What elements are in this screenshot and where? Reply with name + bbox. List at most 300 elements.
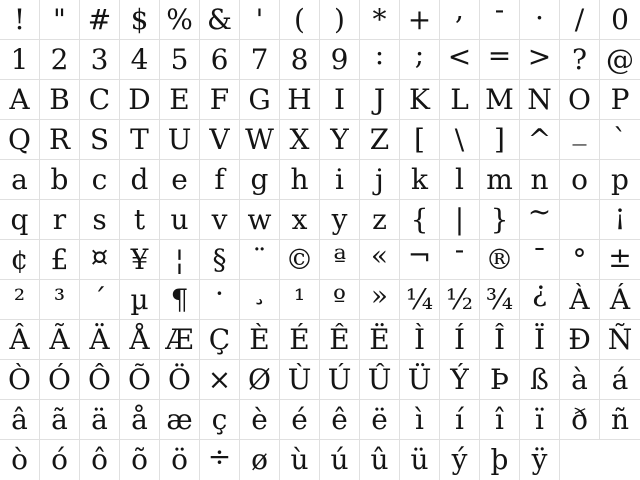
- glyph-cell[interactable]: [240, 80, 280, 120]
- glyph: .: [535, 0, 544, 26]
- glyph: A: [9, 82, 30, 116]
- glyph-cell[interactable]: [440, 280, 480, 320]
- glyph: ¬: [407, 238, 432, 272]
- glyph: ®: [485, 242, 514, 276]
- glyph-cell[interactable]: [520, 440, 560, 480]
- glyph: ô: [91, 443, 108, 476]
- glyph: Ö: [168, 362, 191, 396]
- glyph-cell[interactable]: [120, 120, 160, 160]
- glyph: £: [50, 242, 69, 276]
- glyph-cell[interactable]: [280, 40, 320, 80]
- glyph-cell[interactable]: [360, 320, 400, 360]
- glyph-cell[interactable]: [520, 40, 560, 80]
- glyph-cell[interactable]: [200, 240, 240, 280]
- glyph: Ý: [450, 362, 469, 396]
- glyph-cell[interactable]: [360, 120, 400, 160]
- absent-cell: [560, 440, 600, 480]
- glyph-cell[interactable]: [80, 80, 120, 120]
- glyph-cell[interactable]: [160, 160, 200, 200]
- glyph-cell[interactable]: [560, 40, 600, 80]
- glyph: =: [487, 38, 512, 72]
- glyph-cell[interactable]: [120, 360, 160, 400]
- glyph-cell[interactable]: [480, 280, 520, 320]
- glyph-cell[interactable]: [120, 80, 160, 120]
- glyph: ü: [410, 443, 429, 476]
- glyph-cell[interactable]: [400, 320, 440, 360]
- absent-cell: [600, 440, 640, 480]
- glyph-cell[interactable]: [600, 40, 640, 80]
- glyph-cell[interactable]: [440, 40, 480, 80]
- glyph-cell[interactable]: [560, 280, 600, 320]
- glyph-cell[interactable]: [160, 80, 200, 120]
- glyph-cell[interactable]: [320, 240, 360, 280]
- glyph-cell[interactable]: [240, 160, 280, 200]
- glyph: V: [209, 122, 230, 156]
- glyph: ò: [11, 443, 28, 476]
- glyph: ñ: [610, 402, 630, 436]
- glyph: Ø: [248, 362, 271, 396]
- glyph: r: [52, 202, 67, 236]
- glyph: ´: [92, 282, 107, 316]
- glyph: B: [49, 82, 70, 116]
- glyph-cell[interactable]: [80, 240, 120, 280]
- glyph: :: [374, 37, 385, 71]
- glyph: 6: [210, 42, 229, 76]
- glyph-cell[interactable]: [200, 440, 240, 480]
- glyph-cell[interactable]: [280, 200, 320, 240]
- glyph-cell[interactable]: [240, 400, 280, 440]
- glyph-cell[interactable]: [560, 240, 600, 280]
- glyph-cell[interactable]: [0, 280, 40, 320]
- glyph-cell[interactable]: [80, 440, 120, 480]
- glyph-cell[interactable]: [560, 160, 600, 200]
- glyph-cell[interactable]: [160, 120, 200, 160]
- glyph: R: [48, 122, 71, 156]
- glyph-cell[interactable]: [400, 0, 440, 40]
- glyph-cell[interactable]: [280, 80, 320, 120]
- glyph-cell[interactable]: [400, 120, 440, 160]
- glyph-cell[interactable]: [320, 200, 360, 240]
- glyph-cell[interactable]: [480, 200, 520, 240]
- glyph: ê: [331, 402, 348, 436]
- glyph-cell[interactable]: [240, 0, 280, 40]
- glyph-cell[interactable]: [80, 360, 120, 400]
- glyph-cell[interactable]: [200, 80, 240, 120]
- glyph-cell[interactable]: [40, 320, 80, 360]
- glyph-cell[interactable]: [160, 200, 200, 240]
- glyph: x: [291, 202, 308, 236]
- glyph-cell[interactable]: [0, 320, 40, 360]
- glyph-cell[interactable]: [120, 440, 160, 480]
- glyph: v: [211, 202, 228, 236]
- glyph-cell[interactable]: [280, 320, 320, 360]
- glyph-cell[interactable]: [400, 400, 440, 440]
- glyph-cell[interactable]: [240, 120, 280, 160]
- glyph-cell[interactable]: [0, 40, 40, 80]
- glyph-cell[interactable]: [80, 120, 120, 160]
- glyph: Í: [453, 322, 466, 356]
- glyph-cell[interactable]: [40, 440, 80, 480]
- glyph-cell[interactable]: [0, 440, 40, 480]
- glyph-cell[interactable]: [240, 320, 280, 360]
- glyph: l: [455, 162, 464, 196]
- glyph: P: [610, 82, 630, 116]
- glyph-cell[interactable]: [560, 320, 600, 360]
- glyph-cell[interactable]: [440, 160, 480, 200]
- glyph-cell[interactable]: [560, 360, 600, 400]
- glyph-cell[interactable]: [280, 160, 320, 200]
- glyph-cell[interactable]: [400, 37, 440, 80]
- glyph: Ó: [48, 362, 71, 396]
- glyph: &: [207, 2, 232, 36]
- glyph-cell[interactable]: [40, 240, 80, 280]
- glyph: í: [455, 402, 464, 436]
- glyph-cell[interactable]: [120, 40, 160, 80]
- glyph: ?: [571, 42, 587, 76]
- glyph-cell[interactable]: [440, 400, 480, 440]
- glyph: \: [454, 122, 465, 156]
- glyph: m: [486, 162, 513, 196]
- glyph-cell[interactable]: [240, 440, 280, 480]
- charmap-row: [0, 440, 640, 480]
- glyph-cell[interactable]: [400, 160, 440, 200]
- glyph-cell[interactable]: [80, 40, 120, 80]
- glyph: z: [372, 202, 387, 236]
- glyph-cell[interactable]: [360, 160, 400, 200]
- glyph-cell[interactable]: [40, 280, 80, 320]
- glyph-cell[interactable]: [440, 0, 480, 40]
- glyph: Þ: [490, 362, 509, 396]
- glyph-cell[interactable]: [320, 440, 360, 480]
- glyph-cell[interactable]: [600, 360, 640, 400]
- glyph-cell[interactable]: [240, 272, 280, 320]
- glyph: ©: [285, 242, 314, 276]
- glyph-cell[interactable]: [0, 240, 40, 280]
- glyph-cell[interactable]: [520, 274, 560, 320]
- glyph-cell[interactable]: [480, 440, 520, 480]
- glyph-cell[interactable]: [0, 120, 40, 160]
- glyph: ß: [530, 362, 549, 396]
- glyph-cell[interactable]: [600, 320, 640, 360]
- glyph: ¦: [174, 242, 185, 276]
- glyph: ): [334, 2, 345, 36]
- glyph: i: [335, 162, 344, 196]
- empty-glyph-cell: [560, 200, 600, 240]
- glyph: é: [291, 402, 308, 436]
- glyph-cell[interactable]: [480, 0, 520, 40]
- glyph-cell[interactable]: [280, 400, 320, 440]
- glyph: ': [255, 2, 264, 36]
- glyph-cell[interactable]: [600, 80, 640, 120]
- glyph: y: [331, 202, 348, 236]
- glyph-cell[interactable]: [320, 40, 360, 80]
- glyph: Î: [493, 322, 506, 356]
- glyph-cell[interactable]: [360, 360, 400, 400]
- glyph-cell[interactable]: [200, 0, 240, 40]
- glyph-cell[interactable]: [440, 232, 480, 280]
- glyph: C: [88, 82, 111, 116]
- glyph: þ: [490, 443, 509, 476]
- glyph-cell[interactable]: [120, 160, 160, 200]
- glyph: 8: [290, 42, 309, 76]
- glyph-cell[interactable]: [120, 240, 160, 280]
- glyph-cell[interactable]: [480, 40, 520, 80]
- glyph: q: [10, 202, 29, 236]
- glyph: f: [214, 162, 225, 196]
- glyph-cell[interactable]: [40, 200, 80, 240]
- glyph-cell[interactable]: [0, 400, 40, 440]
- glyph: ±: [608, 240, 632, 274]
- glyph: «: [370, 238, 389, 272]
- glyph-cell[interactable]: [40, 80, 80, 120]
- glyph-cell[interactable]: [600, 400, 640, 440]
- glyph: u: [170, 202, 189, 236]
- glyph-cell[interactable]: [120, 400, 160, 440]
- glyph-cell[interactable]: [360, 80, 400, 120]
- glyph-cell[interactable]: [80, 0, 120, 40]
- glyph-cell[interactable]: [520, 194, 560, 240]
- glyph: ×: [207, 362, 232, 396]
- glyph: ¤: [90, 239, 109, 273]
- glyph: î: [495, 402, 504, 436]
- glyph-cell[interactable]: [320, 0, 360, 40]
- glyph-cell[interactable]: [520, 400, 560, 440]
- glyph-cell[interactable]: [440, 120, 480, 160]
- glyph: +: [407, 2, 432, 36]
- glyph-cell[interactable]: [320, 160, 360, 200]
- glyph: g: [250, 162, 269, 196]
- glyph: Ù: [287, 362, 312, 396]
- glyph: ¹: [293, 282, 306, 316]
- glyph-cell[interactable]: [320, 280, 360, 320]
- glyph: õ: [131, 443, 148, 476]
- glyph: û: [370, 443, 389, 476]
- glyph-cell[interactable]: [40, 40, 80, 80]
- glyph-cell[interactable]: [80, 280, 120, 320]
- glyph-cell[interactable]: [360, 440, 400, 480]
- glyph-cell[interactable]: [120, 200, 160, 240]
- glyph-cell[interactable]: [360, 240, 400, 280]
- glyph: À: [569, 282, 590, 316]
- glyph-cell[interactable]: [440, 440, 480, 480]
- glyph-cell[interactable]: [480, 160, 520, 200]
- glyph: U: [167, 122, 192, 156]
- glyph-cell[interactable]: [200, 320, 240, 360]
- glyph-cell[interactable]: [320, 80, 360, 120]
- glyph-cell[interactable]: [200, 200, 240, 240]
- charmap-row: [0, 320, 640, 360]
- glyph: $: [130, 2, 149, 36]
- glyph-cell[interactable]: [160, 360, 200, 400]
- glyph-cell[interactable]: [400, 280, 440, 320]
- glyph: c: [91, 162, 108, 196]
- glyph: ã: [51, 402, 68, 436]
- glyph: M: [485, 82, 514, 116]
- glyph: @: [606, 42, 634, 76]
- glyph: Ç: [208, 322, 231, 356]
- glyph-cell[interactable]: [200, 160, 240, 200]
- glyph-cell[interactable]: [40, 120, 80, 160]
- glyph-cell[interactable]: [520, 360, 560, 400]
- glyph-cell[interactable]: [440, 320, 480, 360]
- glyph: 9: [330, 42, 349, 76]
- glyph-cell[interactable]: [560, 0, 600, 40]
- glyph-cell[interactable]: [520, 80, 560, 120]
- charmap-row: [0, 80, 640, 120]
- glyph: e: [171, 162, 188, 196]
- glyph: à: [571, 362, 588, 396]
- glyph-cell[interactable]: [80, 200, 120, 240]
- glyph-cell[interactable]: [560, 112, 600, 160]
- glyph: -: [454, 232, 465, 266]
- glyph: ¡: [614, 197, 626, 231]
- glyph-cell[interactable]: [40, 0, 80, 40]
- glyph-cell[interactable]: [200, 276, 240, 320]
- glyph-cell[interactable]: [120, 320, 160, 360]
- glyph: ä: [91, 402, 108, 436]
- glyph-cell[interactable]: [280, 0, 320, 40]
- glyph-cell[interactable]: [600, 120, 640, 160]
- glyph: ,: [455, 0, 464, 26]
- glyph-cell[interactable]: [280, 120, 320, 160]
- glyph: ¼: [405, 282, 434, 316]
- glyph: (: [294, 2, 305, 36]
- glyph-cell[interactable]: [240, 40, 280, 80]
- glyph: ú: [330, 443, 349, 476]
- glyph: Õ: [128, 362, 151, 396]
- glyph: ¨: [252, 242, 267, 276]
- charmap-row: [0, 400, 640, 440]
- glyph-cell[interactable]: [480, 120, 520, 160]
- charmap-row: [0, 112, 640, 160]
- glyph-cell[interactable]: [360, 37, 400, 80]
- glyph-cell[interactable]: [360, 280, 400, 320]
- glyph-cell[interactable]: [240, 200, 280, 240]
- glyph-cell[interactable]: [480, 320, 520, 360]
- glyph-cell[interactable]: [400, 440, 440, 480]
- glyph-cell[interactable]: [40, 160, 80, 200]
- glyph: !: [13, 2, 26, 36]
- glyph-cell[interactable]: [160, 0, 200, 40]
- glyph: ½: [445, 282, 474, 316]
- glyph-cell[interactable]: [0, 360, 40, 400]
- glyph-cell[interactable]: [200, 120, 240, 160]
- glyph: ª: [332, 242, 347, 276]
- glyph: æ: [166, 402, 193, 436]
- glyph: T: [130, 122, 149, 156]
- glyph: Ð: [568, 322, 591, 356]
- glyph-cell[interactable]: [40, 360, 80, 400]
- glyph-cell[interactable]: [280, 240, 320, 280]
- glyph: °: [572, 242, 587, 276]
- glyph: b: [50, 162, 69, 196]
- charmap-row: [0, 360, 640, 400]
- glyph-cell[interactable]: [160, 40, 200, 80]
- glyph-cell[interactable]: [400, 200, 440, 240]
- glyph: n: [530, 162, 549, 196]
- glyph-cell[interactable]: [480, 80, 520, 120]
- glyph-cell[interactable]: [600, 240, 640, 280]
- glyph-cell[interactable]: [120, 280, 160, 320]
- charmap-row: [0, 0, 640, 40]
- glyph-cell[interactable]: [280, 440, 320, 480]
- glyph: -: [494, 0, 505, 26]
- charmap-row: [0, 194, 640, 240]
- glyph-cell[interactable]: [160, 240, 200, 280]
- glyph-cell[interactable]: [600, 160, 640, 200]
- glyph: p: [611, 162, 629, 196]
- glyph-cell[interactable]: [360, 0, 400, 40]
- glyph-cell[interactable]: [40, 400, 80, 440]
- glyph: k: [411, 162, 428, 196]
- glyph-cell[interactable]: [520, 120, 560, 160]
- glyph-cell[interactable]: [80, 160, 120, 200]
- glyph: ²: [13, 282, 26, 316]
- glyph: ï: [535, 402, 544, 436]
- glyph-cell[interactable]: [600, 280, 640, 320]
- glyph-cell[interactable]: [320, 120, 360, 160]
- glyph: ¿: [531, 274, 547, 308]
- glyph: %: [166, 2, 193, 36]
- glyph-cell[interactable]: [160, 320, 200, 360]
- glyph: K: [409, 82, 430, 116]
- glyph-cell[interactable]: [520, 320, 560, 360]
- glyph-cell[interactable]: [600, 197, 640, 240]
- glyph-cell[interactable]: [600, 0, 640, 40]
- glyph-cell[interactable]: [480, 400, 520, 440]
- glyph-cell[interactable]: [480, 360, 520, 400]
- glyph: ý: [451, 443, 468, 476]
- glyph-cell[interactable]: [0, 200, 40, 240]
- glyph-cell[interactable]: [400, 360, 440, 400]
- glyph-cell[interactable]: [320, 400, 360, 440]
- glyph: t: [133, 202, 146, 236]
- glyph-cell[interactable]: [80, 400, 120, 440]
- glyph-cell[interactable]: [200, 40, 240, 80]
- glyph-cell[interactable]: [280, 280, 320, 320]
- glyph: ø: [251, 443, 268, 476]
- glyph: ö: [171, 443, 188, 476]
- glyph-cell[interactable]: [440, 360, 480, 400]
- glyph-cell[interactable]: [240, 360, 280, 400]
- glyph-cell[interactable]: [360, 200, 400, 240]
- glyph-cell[interactable]: [360, 400, 400, 440]
- glyph-cell[interactable]: [200, 360, 240, 400]
- glyph-cell[interactable]: [400, 80, 440, 120]
- glyph-cell[interactable]: [0, 160, 40, 200]
- glyph-cell[interactable]: [80, 320, 120, 360]
- glyph-cell[interactable]: [560, 400, 600, 440]
- glyph-cell[interactable]: [280, 360, 320, 400]
- glyph-cell[interactable]: [160, 280, 200, 320]
- glyph-cell[interactable]: [480, 240, 520, 280]
- glyph-cell[interactable]: [320, 320, 360, 360]
- glyph-cell[interactable]: [160, 400, 200, 440]
- glyph-cell[interactable]: [320, 360, 360, 400]
- glyph: 4: [130, 42, 149, 76]
- glyph-cell[interactable]: [520, 0, 560, 40]
- glyph: >: [527, 39, 552, 73]
- glyph-cell[interactable]: [0, 0, 40, 40]
- glyph-cell[interactable]: [400, 240, 440, 280]
- glyph: ¢: [10, 242, 29, 276]
- glyph-cell[interactable]: [0, 80, 40, 120]
- glyph-cell[interactable]: [440, 80, 480, 120]
- glyph-cell[interactable]: [160, 440, 200, 480]
- glyph-cell[interactable]: [120, 0, 160, 40]
- glyph: Y: [330, 122, 349, 156]
- glyph-cell[interactable]: [200, 400, 240, 440]
